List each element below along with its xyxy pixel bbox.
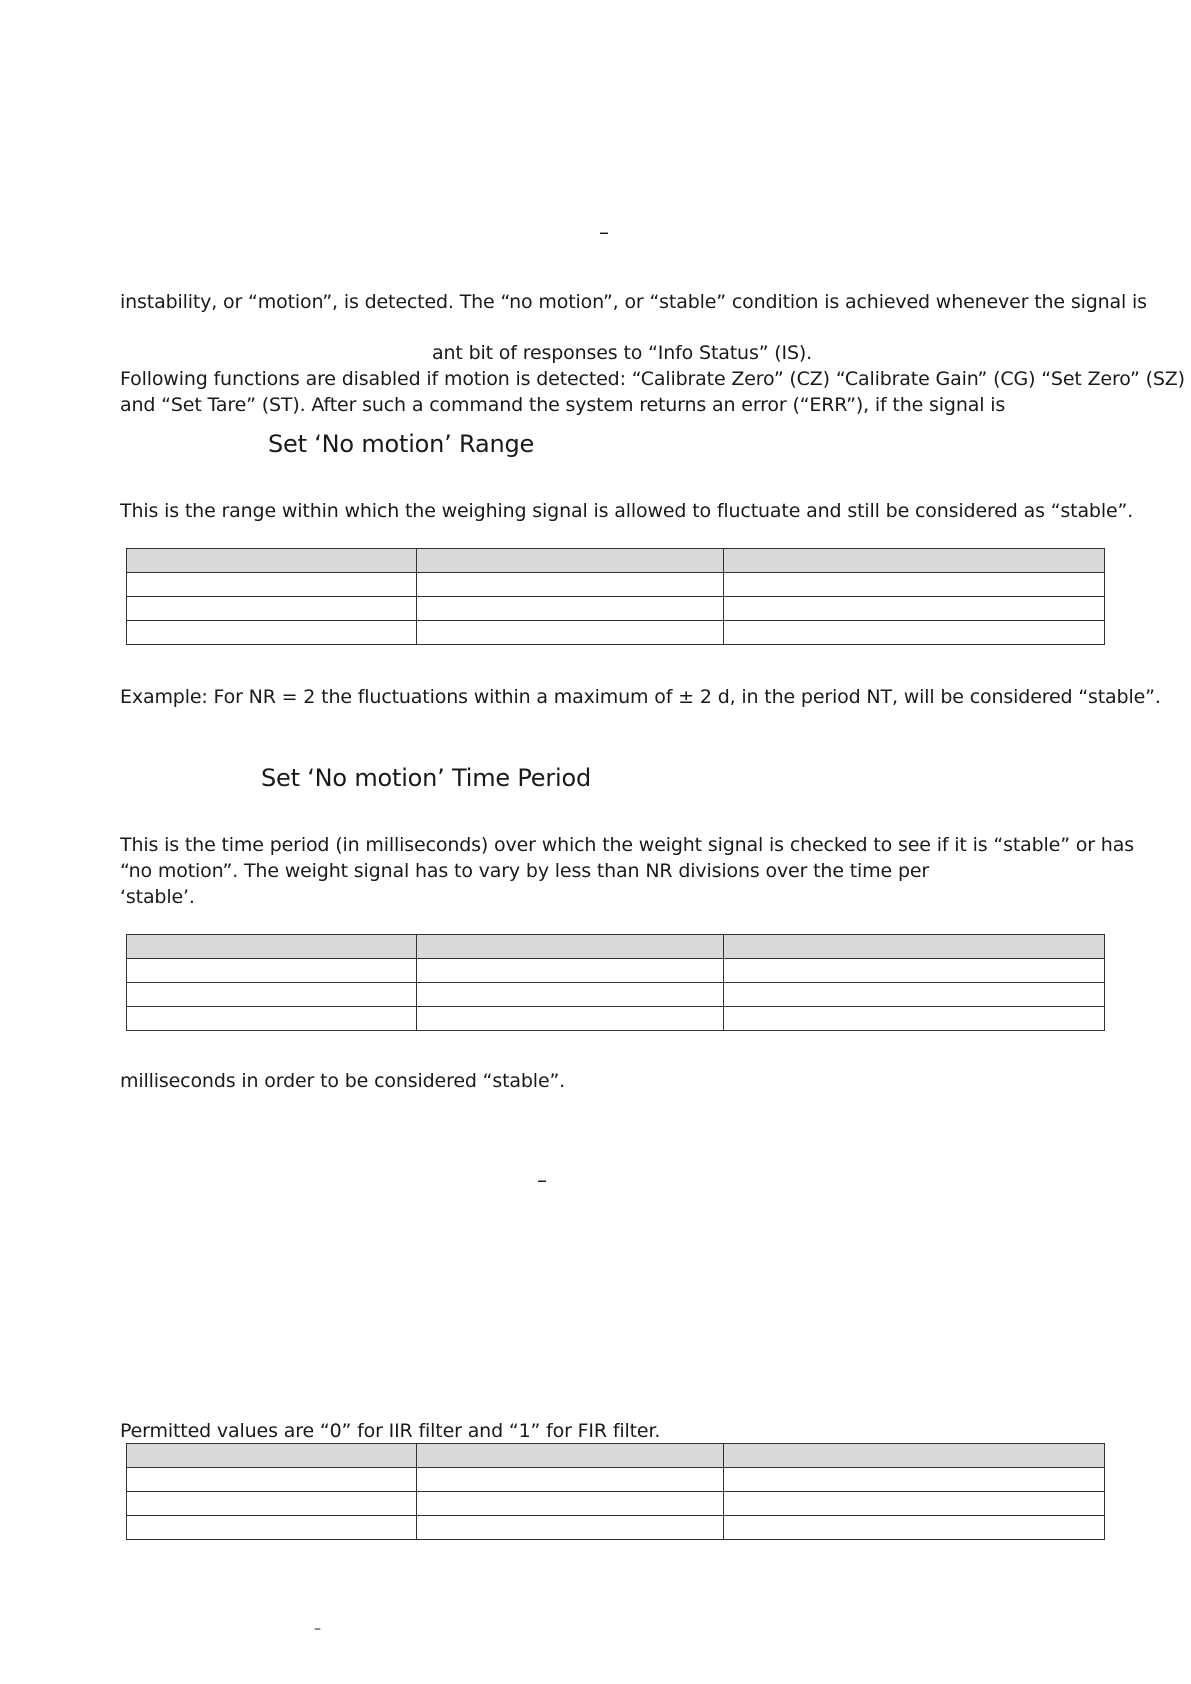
no-motion-range-table	[126, 548, 1105, 645]
table-row	[127, 1516, 1105, 1540]
table-row	[127, 597, 1105, 621]
no-motion-range-example: Example: For NR = 2 the fluctuations within a maximum of ± 2 d, in the period NT, will be considered “stable”.	[120, 686, 1161, 708]
table-row	[127, 621, 1105, 645]
no-motion-time-description-2: “no motion”. The weight signal has to vary by less than NR divisions over the time per	[120, 860, 930, 882]
no-motion-time-table	[126, 934, 1105, 1031]
intro-line-1: instability, or “motion”, is detected. The “no motion”, or “stable” condition is achieved whenever the signal is	[120, 291, 1147, 313]
intro-line-3: Following functions are disabled if motion is detected: “Calibrate Zero” (CZ) “Calibrate Gain” (CG) “Set Zero” (SZ)	[120, 368, 1185, 390]
no-motion-time-after-table: milliseconds in order to be considered “stable”.	[120, 1070, 566, 1092]
intro-line-4: and “Set Tare” (ST). After such a command the system returns an error (“ERR”), if the signal is	[120, 394, 1006, 416]
no-motion-range-description: This is the range within which the weighing signal is allowed to fluctuate and still be considered as “stable”.	[120, 500, 1134, 522]
table-header-row	[127, 549, 1105, 573]
section-heading-no-motion-time: Set ‘No motion’ Time Period	[261, 764, 592, 792]
filter-permitted-values: Permitted values are “0” for IIR filter and “1” for FIR filter.	[120, 1420, 661, 1442]
dash-top: –	[599, 220, 609, 244]
no-motion-time-description-3: ‘stable’.	[120, 886, 195, 908]
table-row	[127, 573, 1105, 597]
table-row	[127, 1007, 1105, 1031]
dash-middle: –	[537, 1168, 547, 1192]
intro-line-2: ant bit of responses to “Info Status” (IS).	[432, 342, 813, 364]
section-heading-no-motion-range: Set ‘No motion’ Range	[268, 430, 535, 458]
table-header-row	[127, 1444, 1105, 1468]
filter-table	[126, 1443, 1105, 1540]
table-row	[127, 1468, 1105, 1492]
table-header-row	[127, 935, 1105, 959]
table-row	[127, 1492, 1105, 1516]
dash-bottom: –	[314, 1621, 321, 1637]
table-row	[127, 959, 1105, 983]
no-motion-time-description-1: This is the time period (in milliseconds) over which the weight signal is checked to see if it is “stable” or has	[120, 834, 1134, 856]
table-row	[127, 983, 1105, 1007]
